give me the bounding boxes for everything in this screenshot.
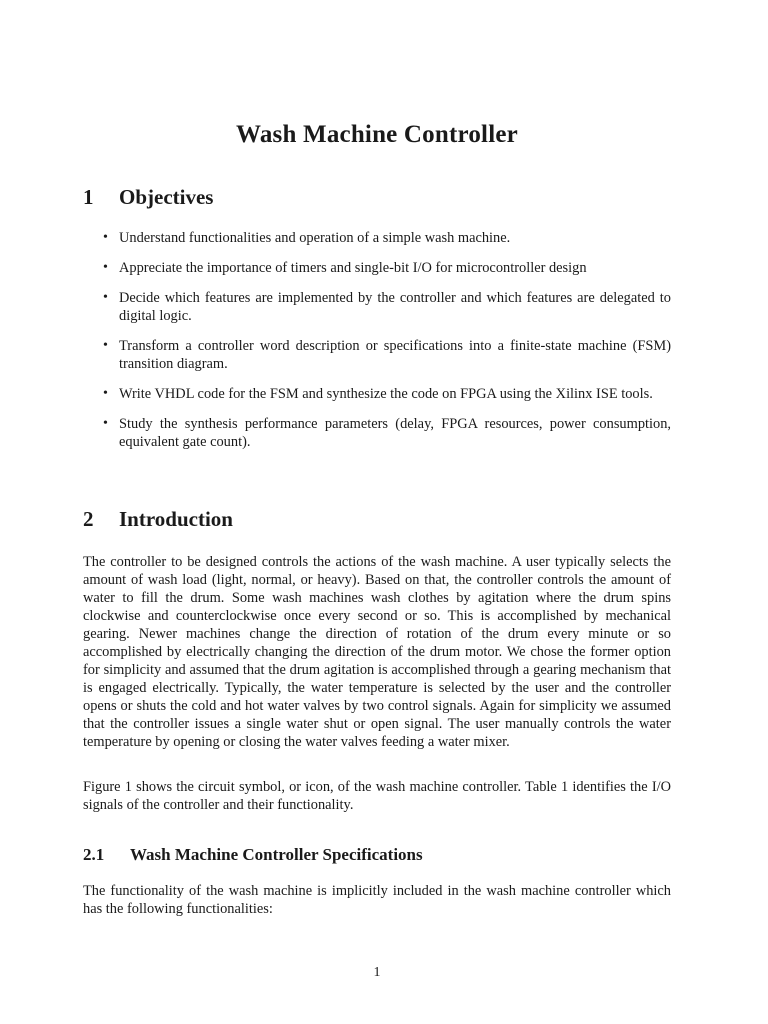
subsection-title: Wash Machine Controller Specifications	[130, 845, 423, 864]
specifications-paragraph: The functionality of the wash machine is implicitly included in the wash machine controller which has the following functionalities:	[83, 883, 671, 917]
intro-paragraph-1: The controller to be designed controls the actions of the wash machine. A user typically selects the amount of wash load (light, normal, or heavy). Based on that, the controller controls the amount of water to fill the drum. Some wash machines wash clothes by agitation where the drum spins clockwise and counterclockwise once every second or so. This is accomplished by mechanical gearing. Newer machines change the direction of rotation of the drum every minute or so accomplished by electrically changing the direction of the drum motor. We chose the former option for simplicity and assumed that the drum agitation is accomplished through a gearing mechanism that is engaged electrically. Typically, the water temperature is selected by the user and the controller opens or shuts the cold and hot water valves by two control signals. Again for simplicity we assumed that the controller issues a single water shut or open signal. The user manually controls the water temperature by opening or closing the water valves feeding a water mixer.	[83, 554, 671, 750]
objectives-list	[83, 229, 671, 463]
section-title: Introduction	[119, 507, 233, 531]
list-item: • Appreciate the importance of timers and single-bit I/O for microcontroller design	[103, 260, 587, 276]
page-number: 1	[373, 965, 381, 980]
list-item: • Transform a controller word description or specifications into a finite-state machine (FSM) transition diagram.	[103, 338, 671, 372]
intro-paragraph-2: Figure 1 shows the circuit symbol, or icon, of the wash machine controller. Table 1 identifies the I/O signals of the controller and their functionality.	[83, 779, 671, 813]
bullet-icon: •	[103, 290, 108, 305]
section-number: 1	[83, 185, 94, 209]
document-title: Wash Machine Controller	[236, 121, 518, 148]
subsection-number: 2.1	[83, 845, 105, 864]
document-page	[83, 0, 671, 1024]
list-item: • Decide which features are implemented by the controller and which features are delegated to digital logic.	[103, 290, 671, 324]
bullet-icon: •	[103, 230, 108, 245]
list-item: • Write VHDL code for the FSM and synthesize the code on FPGA using the Xilinx ISE tools.	[103, 386, 653, 402]
section-title: Objectives	[119, 185, 214, 209]
section-heading-objectives	[83, 185, 213, 210]
subsection-heading-specifications	[83, 845, 423, 865]
bullet-icon: •	[103, 416, 108, 431]
section-number: 2	[83, 507, 94, 531]
bullet-icon: •	[103, 386, 108, 401]
list-item: • Understand functionalities and operation of a simple wash machine.	[103, 230, 511, 246]
section-heading-introduction	[83, 507, 233, 532]
bullet-icon: •	[103, 338, 108, 353]
list-item: • Study the synthesis performance parameters (delay, FPGA resources, power consumption, equivalent gate count).	[103, 416, 671, 450]
bullet-icon: •	[103, 260, 108, 275]
